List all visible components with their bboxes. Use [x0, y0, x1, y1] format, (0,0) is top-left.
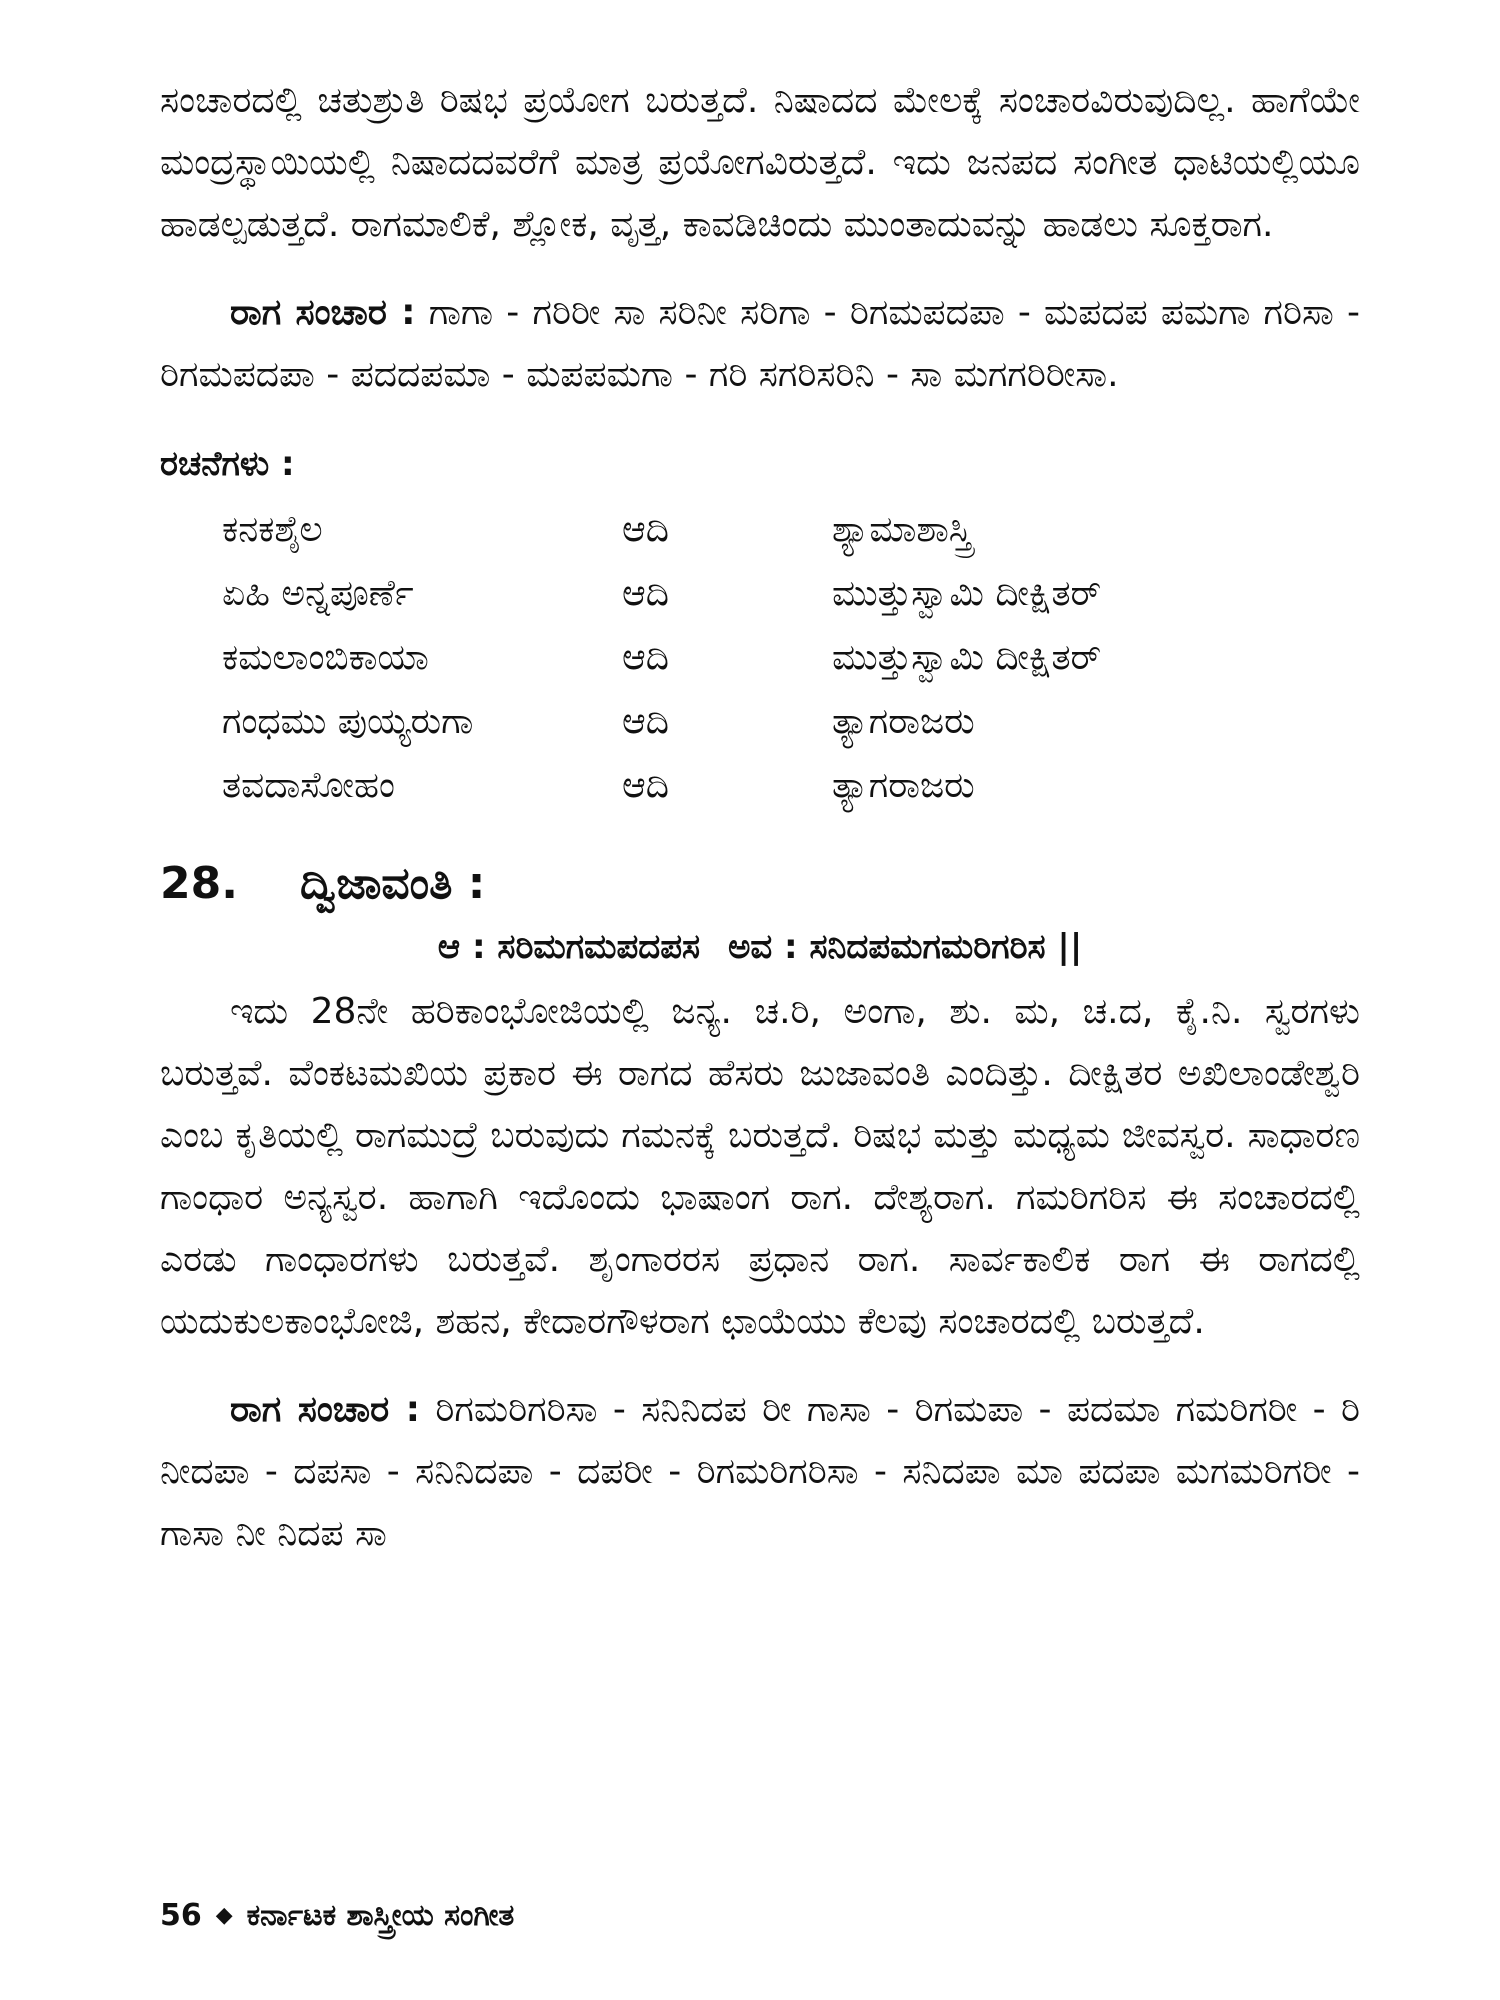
composition-name: ಕಮಲಾಂಬಿಕಾಯಾ — [222, 637, 429, 678]
raga-sanchara-block-1 — [160, 282, 1360, 406]
composition-composer: ತ್ಯಾಗರಾಜರು — [832, 765, 975, 806]
section-number: 28. — [160, 858, 238, 909]
table-row — [222, 498, 1232, 562]
section-heading — [160, 858, 1360, 909]
composition-composer: ಮುತ್ತುಸ್ವಾಮಿ ದೀಕ್ಷಿತರ್ — [832, 637, 1102, 678]
raga-sanchara-label: ರಾಗ ಸಂಚಾರ : — [230, 292, 416, 333]
section-title: ದ್ವಿಜಾವಂತಿ : — [300, 858, 486, 909]
diamond-icon: ◆ — [215, 1903, 233, 1928]
raga-sanchara-text: ರಿಗಮರಿಗರಿಸಾ - ಸನಿನಿದಪ ರೀ ಗಾಸಾ - ರಿಗಮಪಾ - ಪದಮಾ ಗಮರಿಗರೀ - ರಿ ನೀದಪಾ - ದಪಸಾ - ಸನಿನಿದಪಾ - ದಪರೀ - ರಿಗಮರಿಗರಿಸಾ - ಸನಿದಪಾ ಮಾ ಪದಪಾ ಮಗಮರಿಗರೀ - ಗಾಸಾ ನೀ ನಿದಪ ಸಾ — [160, 1389, 1360, 1554]
page-footer — [160, 1898, 514, 1933]
raga-sanchara-block-2 — [160, 1379, 1360, 1565]
composition-composer: ಮುತ್ತುಸ್ವಾಮಿ ದೀಕ್ಷಿತರ್ — [832, 573, 1102, 614]
raga-sanchara-text: ಗಾಗಾ - ಗರಿರೀ ಸಾ ಸರಿನೀ ಸರಿಗಾ - ರಿಗಮಪದಪಾ - ಮಪದಪ ಪಮಗಾ ಗರಿಸಾ - ರಿಗಮಪದಪಾ - ಪದದಪಮಾ - ಮಪಪಮಗಾ - ಗರಿ ಸಗರಿಸರಿನಿ - ಸಾ ಮಗಗರಿರೀಸಾ. — [160, 292, 1360, 395]
composition-name: ಏಹಿ ಅನ್ನಪೂರ್ಣೆ — [222, 573, 414, 614]
table-row — [222, 690, 1232, 754]
table-row — [222, 754, 1232, 818]
intro-paragraph: ಸಂಚಾರದಲ್ಲಿ ಚತುಶ್ರುತಿ ರಿಷಭ ಪ್ರಯೋಗ ಬರುತ್ತದೆ. ನಿಷಾದದ ಮೇಲಕ್ಕೆ ಸಂಚಾರವಿರುವುದಿಲ್ಲ. ಹಾಗೆಯೇ ಮಂದ್ರಸ್ಥಾಯಿಯಲ್ಲಿ ನಿಷಾದದವರೆಗೆ ಮಾತ್ರ ಪ್ರಯೋಗವಿರುತ್ತದೆ. ಇದು ಜನಪದ ಸಂಗೀತ ಧಾಟಿಯಲ್ಲಿಯೂ ಹಾಡಲ್ಪಡುತ್ತದೆ. ರಾಗಮಾಲಿಕೆ, ಶ್ಲೋಕ, ವೃತ್ತ, ಕಾವಡಿಚಿಂದು ಮುಂತಾದುವನ್ನು ಹಾಡಲು ಸೂಕ್ತರಾಗ. — [160, 80, 1360, 245]
composition-tala: ಆದಿ — [622, 637, 670, 678]
scale-line — [160, 927, 1360, 967]
composition-name: ಗಂಧಮು ಪುಯ್ಯರುಗಾ — [222, 701, 474, 742]
composition-name: ತವದಾಸೋಹಂ — [222, 765, 395, 806]
compositions-table — [222, 498, 1232, 818]
page-content — [160, 70, 1360, 1565]
section-description: ಇದು 28ನೇ ಹರಿಕಾಂಭೋಜಿಯಲ್ಲಿ ಜನ್ಯ. ಚ.ರಿ, ಅಂಗಾ, ಶು. ಮ, ಚ.ದ, ಕೈ.ನಿ. ಸ್ವರಗಳು ಬರುತ್ತವೆ. ವೆಂಕಟಮಖಿಯ ಪ್ರಕಾರ ಈ ರಾಗದ ಹೆಸರು ಜುಜಾವಂತಿ ಎಂದಿತ್ತು. ದೀಕ್ಷಿತರ ಅಖಿಲಾಂಡೇಶ್ವರಿ ಎಂಬ ಕೃತಿಯಲ್ಲಿ ರಾಗಮುದ್ರೆ ಬರುವುದು ಗಮನಕ್ಕೆ ಬರುತ್ತದೆ. ರಿಷಭ ಮತ್ತು ಮಧ್ಯಮ ಜೀವಸ್ವರ. ಸಾಧಾರಣ ಗಾಂಧಾರ ಅನ್ಯಸ್ವರ. ಹಾಗಾಗಿ ಇದೊಂದು ಭಾಷಾಂಗ ರಾಗ. ದೇಶ್ಯರಾಗ. ಗಮರಿಗರಿಸ ಈ ಸಂಚಾರದಲ್ಲಿ ಎರಡು ಗಾಂಧಾರಗಳು ಬರುತ್ತವೆ. ಶೃಂಗಾರರಸ ಪ್ರಧಾನ ರಾಗ. ಸಾರ್ವಕಾಲಿಕ ರಾಗ ಈ ರಾಗದಲ್ಲಿ ಯದುಕುಲಕಾಂಭೋಜಿ, ಶಹನ, ಕೇದಾರಗೌಳರಾಗ ಛಾಯೆಯು ಕೆಲವು ಸಂಚಾರದಲ್ಲಿ ಬರುತ್ತದೆ. — [160, 991, 1360, 1342]
compositions-heading: ರಚನೆಗಳು : — [160, 444, 295, 484]
book-title: ಕರ್ನಾಟಕ ಶಾಸ್ತ್ರೀಯ ಸಂಗೀತ — [246, 1898, 515, 1933]
composition-composer: ತ್ಯಾಗರಾಜರು — [832, 701, 975, 742]
table-row — [222, 626, 1232, 690]
avarohana: ಅವ : ಸನಿದಪಮಗಮರಿಗರಿಸ || — [727, 927, 1083, 967]
composition-tala: ಆದಿ — [622, 765, 670, 806]
composition-tala: ಆದಿ — [622, 701, 670, 742]
composition-composer: ಶ್ಯಾಮಾಶಾಸ್ತ್ರಿ — [832, 509, 973, 550]
raga-sanchara-label: ರಾಗ ಸಂಚಾರ : — [230, 1389, 420, 1430]
composition-name: ಕನಕಶೈಲ — [222, 509, 323, 550]
table-row — [222, 562, 1232, 626]
arohana: ಆ : ಸರಿಮಗಮಪದಪಸ — [437, 927, 701, 967]
composition-tala: ಆದಿ — [622, 573, 670, 614]
composition-tala: ಆದಿ — [622, 509, 670, 550]
page-number: 56 — [160, 1898, 202, 1933]
